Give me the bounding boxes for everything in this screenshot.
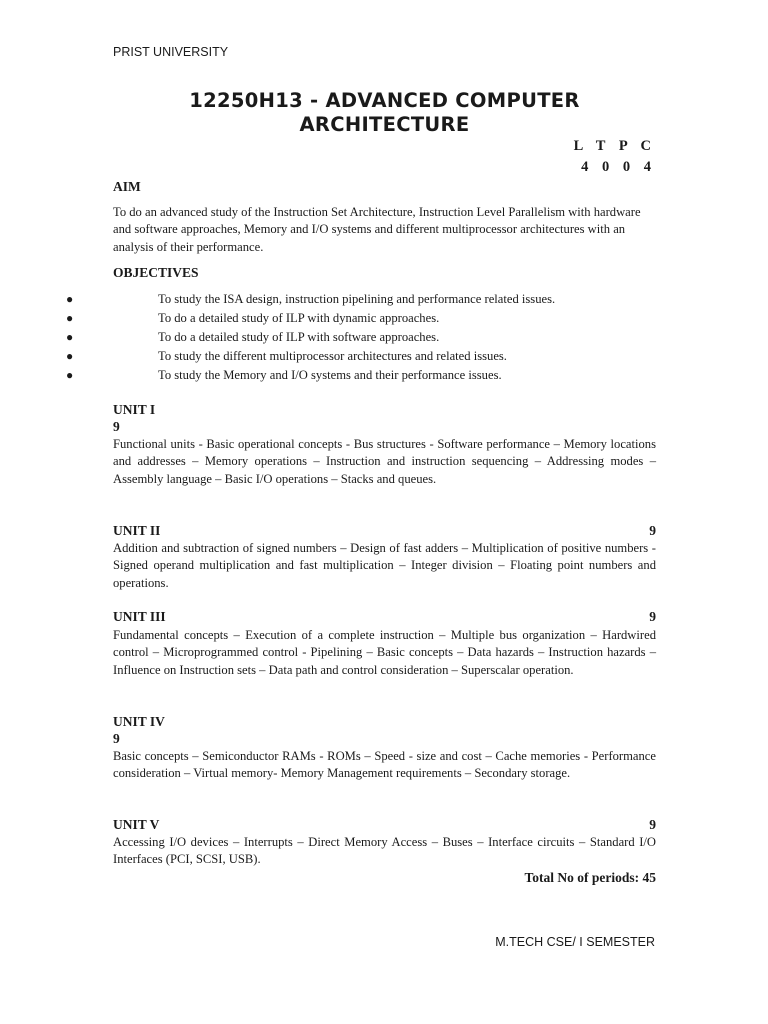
total-periods: Total No of periods: 45 (524, 870, 656, 885)
bullet-icon: ● (66, 292, 74, 306)
unit-5-title: UNIT V (113, 817, 160, 832)
semester-footer: M.TECH CSE/ I SEMESTER (495, 935, 655, 949)
unit-3-hours: 9 (649, 609, 656, 624)
university-name: PRIST UNIVERSITY (113, 45, 229, 59)
unit-4-title: UNIT IV (113, 714, 165, 729)
list-item: ● To study the Memory and I/O systems and their performance issues. (66, 367, 686, 386)
aim-heading: AIM (113, 179, 141, 194)
unit-2-title: UNIT II (113, 523, 161, 538)
credits-labels: L T P C (573, 138, 656, 154)
unit-3-title: UNIT III (113, 609, 166, 624)
bullet-icon: ● (66, 349, 74, 364)
unit-2-content: Addition and subtraction of signed numbers – Design of fast adders – Multiplication of positive numbers - Signed operand multiplication and fast multiplication – Integer division – Floating point numbers and operations. (113, 541, 656, 590)
unit-4-hours: 9 (113, 731, 120, 746)
credits-values: 4 0 0 4 (581, 159, 656, 175)
objectives-heading: OBJECTIVES (113, 265, 199, 280)
aim-text: To do an advanced study of the Instruction Set Architecture, Instruction Level Parallelism with hardware and software approaches, Memory and I/O systems and different multiprocessor architectures with an analysis of their performance. (113, 205, 641, 254)
course-title-line-2: ARCHITECTURE (299, 113, 470, 136)
bullet-icon: ● (66, 330, 74, 345)
list-item: ● To study the different multiprocessor architectures and related issues. (66, 348, 686, 367)
course-title-line-1: 12250H13 - ADVANCED COMPUTER (189, 89, 580, 112)
list-item: ● To study the ISA design, instruction pipelining and performance related issues. (66, 291, 686, 310)
unit-1-hours: 9 (113, 419, 120, 434)
unit-4-content: Basic concepts – Semiconductor RAMs - ROMs – Speed - size and cost – Cache memories - Performance consideration – Virtual memory- Memory Management requirements – Secondary storage. (113, 749, 656, 781)
list-item: ● To do a detailed study of ILP with dynamic approaches. (66, 310, 686, 329)
list-item: ● To do a detailed study of ILP with software approaches. (66, 329, 686, 348)
course-title (113, 89, 656, 137)
unit-5-content: Accessing I/O devices – Interrupts – Direct Memory Access – Buses – Interface circuits – Standard I/O Interfaces (PCI, SCSI, USB). (113, 835, 656, 867)
unit-3-content: Fundamental concepts – Execution of a complete instruction – Multiple bus organization – Hardwired control – Microprogrammed control - Pipelining – Basic concepts – Data hazards – Instruction hazards – Influence on Instruction sets – Data path and control consideration – Superscalar operation. (113, 628, 656, 677)
unit-1-content: Functional units - Basic operational concepts - Bus structures - Software performance – Memory locations and addresses – Memory operations – Instruction and instruction sequencing – Addressing modes – Assembly language – Basic I/O operations – Stacks and queues. (113, 437, 656, 486)
unit-2-hours: 9 (649, 523, 656, 538)
bullet-icon: ● (66, 368, 74, 383)
bullet-icon: ● (66, 311, 74, 326)
unit-5-hours: 9 (649, 817, 656, 832)
objectives-list (66, 291, 686, 386)
unit-1-title: UNIT I (113, 402, 156, 417)
